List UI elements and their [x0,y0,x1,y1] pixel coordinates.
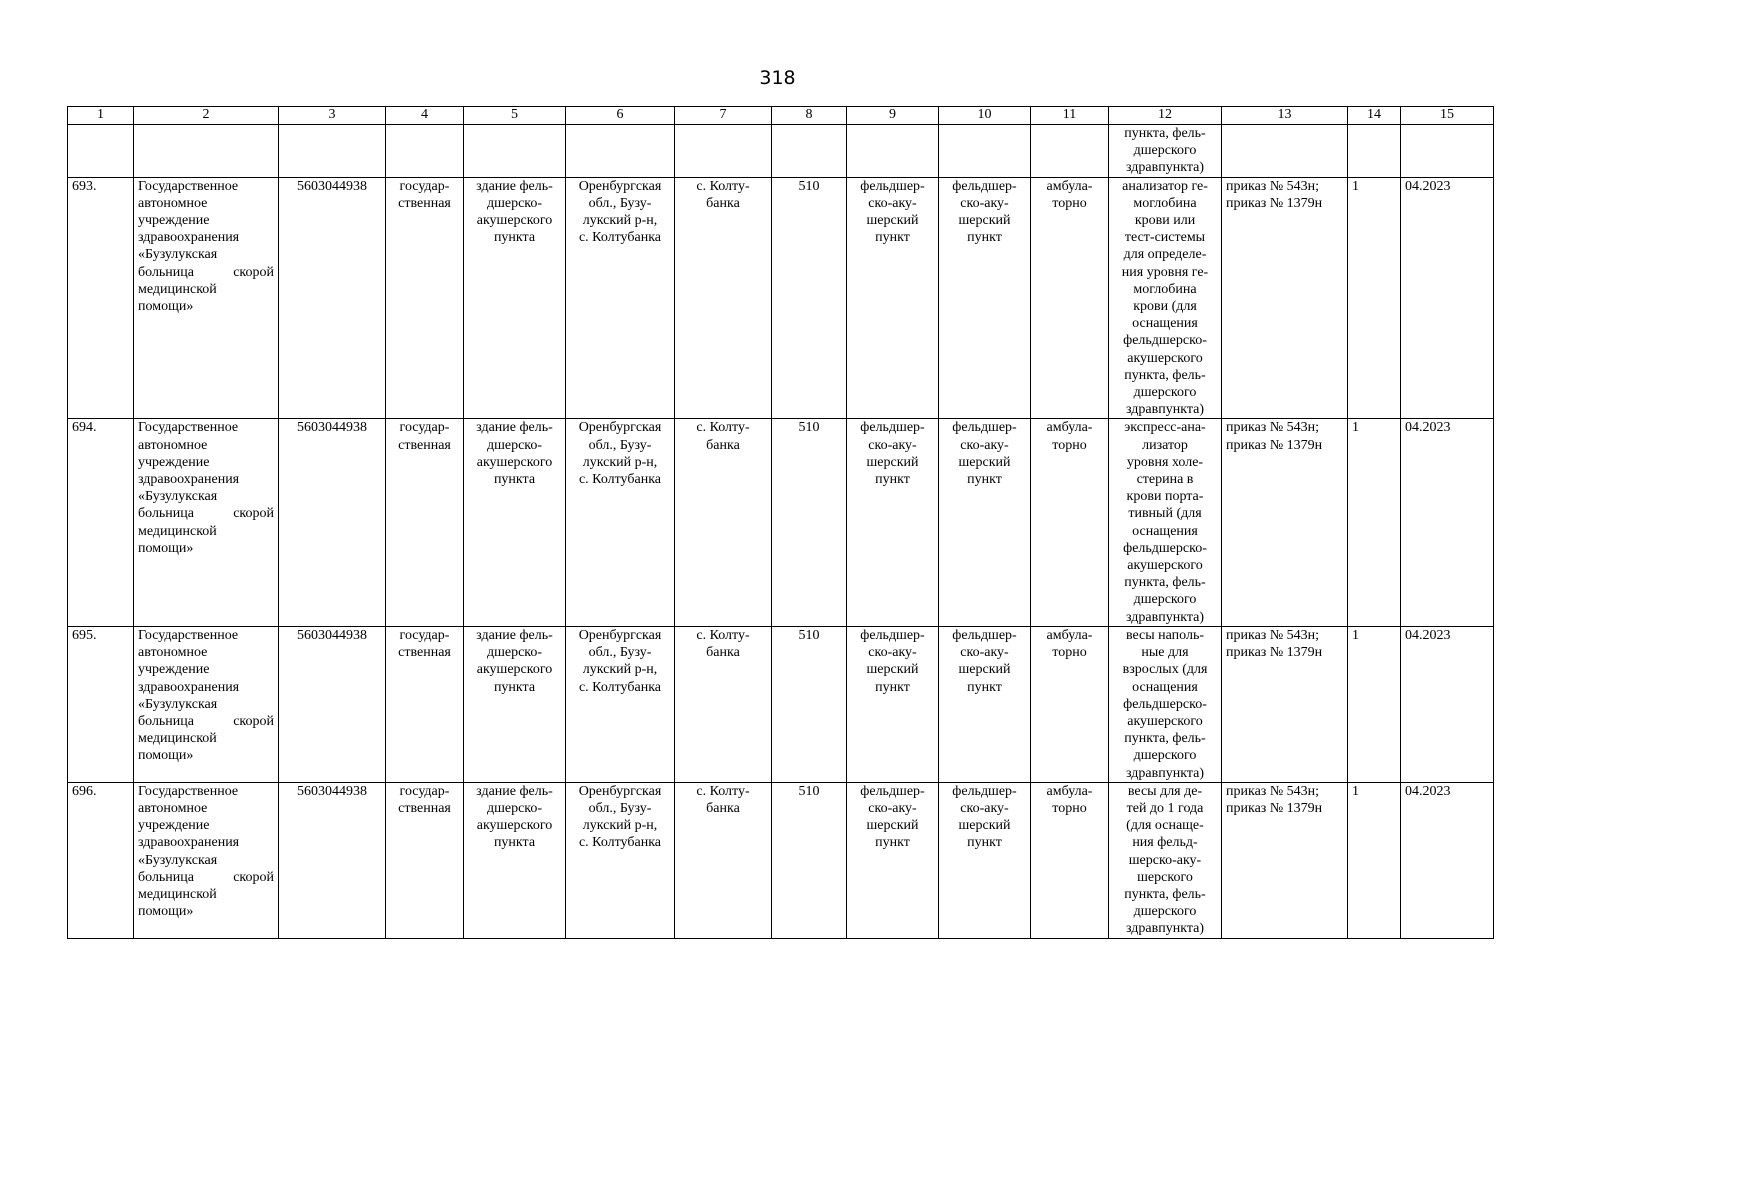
cell-inn: 5603044938 [279,419,386,626]
cell-unit-type: фельдшер- ско-аку- шерский пункт [847,626,939,782]
cell-empty [68,125,134,178]
cell-ownership: государ- ственная [386,782,464,938]
table-row [68,419,1494,626]
cell-empty [279,125,386,178]
col-header: 5 [464,107,566,125]
cell-inn: 5603044938 [279,626,386,782]
cell-building: здание фель- дшерско- акушерского пункта [464,177,566,419]
cell-organization: Государственное автономное учреждение здравоохранения «Бузулукская больница скорой медицинской помощи» [134,419,279,626]
cell-date: 04.2023 [1401,782,1494,938]
cell-empty [939,125,1031,178]
cell-building: здание фель- дшерско- акушерского пункта [464,626,566,782]
col-header: 10 [939,107,1031,125]
cell-locality: с. Колту- банка [675,626,772,782]
cell-unit-name: фельдшер- ско-аку- шерский пункт [939,419,1031,626]
cell-unit-name: фельдшер- ско-аку- шерский пункт [939,177,1031,419]
cell-building: здание фель- дшерско- акушерского пункта [464,419,566,626]
cell-order: приказ № 543н; приказ № 1379н [1222,419,1348,626]
cell-row-number: 693. [68,177,134,419]
cell-locality: с. Колту- банка [675,177,772,419]
cell-organization: Государственное автономное учреждение здравоохранения «Бузулукская больница скорой медицинской помощи» [134,177,279,419]
cell-empty [772,125,847,178]
cell-empty [386,125,464,178]
cell-order: приказ № 543н; приказ № 1379н [1222,177,1348,419]
cell-order: приказ № 543н; приказ № 1379н [1222,626,1348,782]
cell-unit-type: фельдшер- ско-аку- шерский пункт [847,782,939,938]
cell-organization: Государственное автономное учреждение здравоохранения «Бузулукская больница скорой медицинской помощи» [134,626,279,782]
cell-address: Оренбургская обл., Бузу- лукский р-н, с. Колтубанка [566,782,675,938]
cell-quantity: 1 [1348,782,1401,938]
col-header: 14 [1348,107,1401,125]
col-header: 8 [772,107,847,125]
cell-code: 510 [772,177,847,419]
cell-equipment: анализатор ге- моглобина крови или тест-системы для определе- ния уровня ге- моглобина крови (для оснащения фельдшерско- акушерского пункта, фель- дшерского здравпункта) [1109,177,1222,419]
registry-table [67,106,1494,939]
cell-empty [1401,125,1494,178]
cell-inn: 5603044938 [279,177,386,419]
cell-quantity: 1 [1348,626,1401,782]
cell-empty [1348,125,1401,178]
cell-empty [566,125,675,178]
col-header: 6 [566,107,675,125]
cell-empty [675,125,772,178]
col-header: 4 [386,107,464,125]
cell-row-number: 695. [68,626,134,782]
cell-quantity: 1 [1348,419,1401,626]
cell-empty [134,125,279,178]
cell-code: 510 [772,626,847,782]
cell-unit-name: фельдшер- ско-аку- шерский пункт [939,782,1031,938]
col-header: 1 [68,107,134,125]
table-row [68,177,1494,419]
cell-ownership: государ- ственная [386,177,464,419]
cell-care-form: амбула- торно [1031,177,1109,419]
col-header: 9 [847,107,939,125]
col-header: 12 [1109,107,1222,125]
cell-equipment: весы для де- тей до 1 года (для оснаще- ния фельд- шерско-аку- шерского пункта, фель- дшерского здравпункта) [1109,782,1222,938]
cell-care-form: амбула- торно [1031,626,1109,782]
cell-order: приказ № 543н; приказ № 1379н [1222,782,1348,938]
cell-care-form: амбула- торно [1031,419,1109,626]
cell-code: 510 [772,419,847,626]
cell-quantity: 1 [1348,177,1401,419]
cell-building: здание фель- дшерско- акушерского пункта [464,782,566,938]
col-header: 13 [1222,107,1348,125]
continuation-row [68,125,1494,178]
cell-row-number: 694. [68,419,134,626]
cell-unit-type: фельдшер- ско-аку- шерский пункт [847,177,939,419]
cell-row-number: 696. [68,782,134,938]
col-header: 15 [1401,107,1494,125]
cell-empty [464,125,566,178]
cell-date: 04.2023 [1401,419,1494,626]
col-header: 7 [675,107,772,125]
cell-empty [1031,125,1109,178]
cell-ownership: государ- ственная [386,419,464,626]
cell-empty [847,125,939,178]
cell-date: 04.2023 [1401,177,1494,419]
table-row [68,782,1494,938]
cell-code: 510 [772,782,847,938]
cell-address: Оренбургская обл., Бузу- лукский р-н, с. Колтубанка [566,626,675,782]
cell-unit-type: фельдшер- ско-аку- шерский пункт [847,419,939,626]
cell-locality: с. Колту- банка [675,782,772,938]
cell-inn: 5603044938 [279,782,386,938]
cell-equipment: экспресс-ана- лизатор уровня холе- стерина в крови порта- тивный (для оснащения фельдшерско- акушерского пункта, фель- дшерского здравпункта) [1109,419,1222,626]
table-row [68,626,1494,782]
col-header: 2 [134,107,279,125]
col-header: 11 [1031,107,1109,125]
cell-locality: с. Колту- банка [675,419,772,626]
cell-date: 04.2023 [1401,626,1494,782]
cell-address: Оренбургская обл., Бузу- лукский р-н, с. Колтубанка [566,419,675,626]
col-header: 3 [279,107,386,125]
cell-equipment: весы наполь- ные для взрослых (для оснащения фельдшерско- акушерского пункта, фель- дшерского здравпункта) [1109,626,1222,782]
cell-ownership: государ- ственная [386,626,464,782]
cell-equipment-continued: пункта, фель- дшерского здравпункта) [1109,125,1222,178]
header-row [68,107,1494,125]
cell-care-form: амбула- торно [1031,782,1109,938]
page-number: 318 [759,67,796,89]
cell-empty [1222,125,1348,178]
cell-address: Оренбургская обл., Бузу- лукский р-н, с. Колтубанка [566,177,675,419]
cell-organization: Государственное автономное учреждение здравоохранения «Бузулукская больница скорой медицинской помощи» [134,782,279,938]
cell-unit-name: фельдшер- ско-аку- шерский пункт [939,626,1031,782]
